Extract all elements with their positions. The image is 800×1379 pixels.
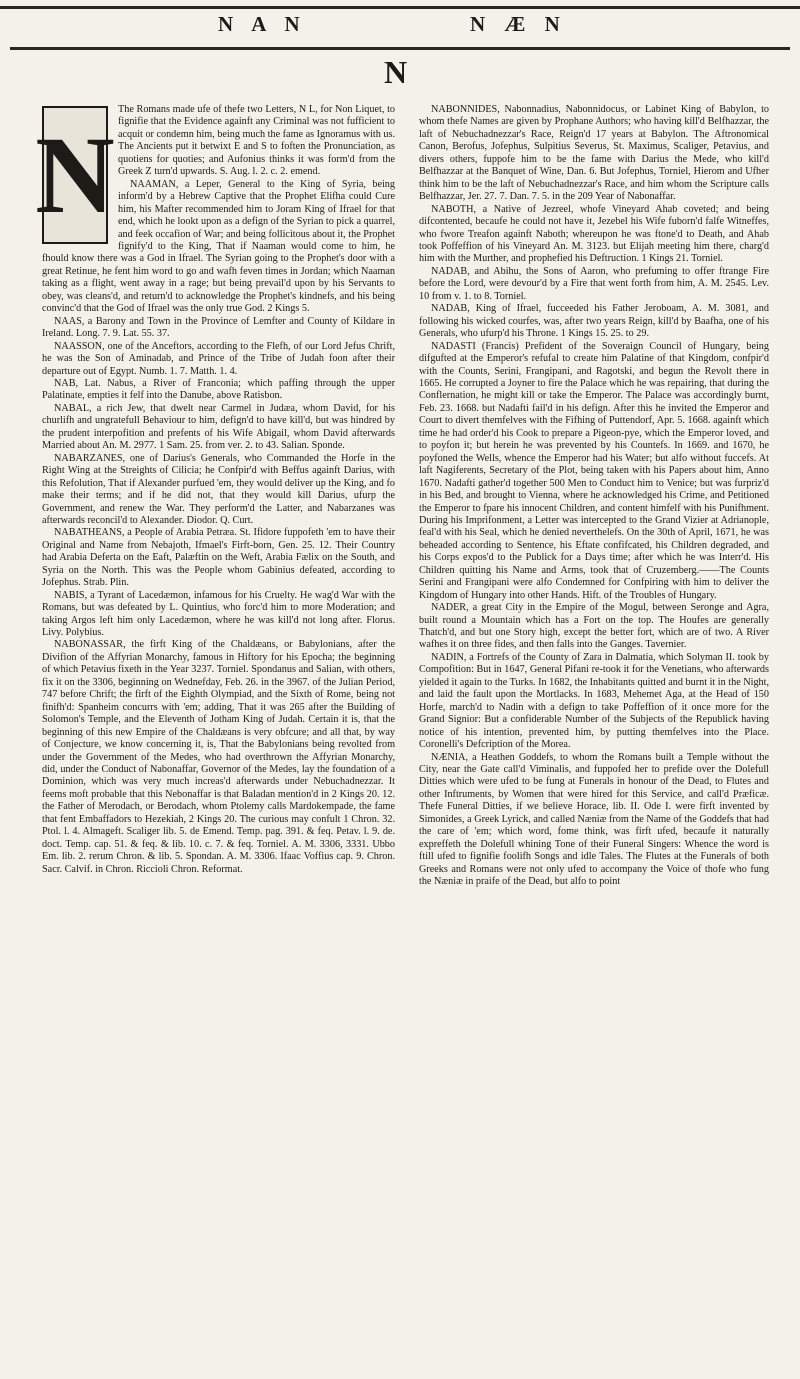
dictionary-entry: NAASSON, one of the Anceftors, according to the Flefh, of our Lord Jefus Chrift, he was the Son of Aminadab, and Prince of the Tribe of Judah foon after their departure out of Egypt. Numb. 1. 7. Matth. 1. 4. — [42, 340, 395, 377]
dictionary-entry: NADIN, a Fortrefs of the County of Zara in Dalmatia, which Solyman II. took by Compofition: But in 1647, General Pifani re-took it for the Venetians, who afterwards yielded it again to the Turks. In 1682, the Inhabitants quitted and burnt it in the Night, and laid the fault upon the Mortlacks. In 1683, Mehemet Aga, at the Head of 150 Horfe, march'd to Nadin with a defign to take Poffeffion of it once more for the Grand Signior: But a confiderable Number of the Subjects of the Republick having notice of his intention, prevented him, by putting themfelves into the Place. Coronelli's Defcription of the Morea. — [419, 651, 770, 751]
right-entries — [419, 104, 769, 889]
dictionary-entry: The Romans made ufe of thefe two Letters, N L, for Non Liquet, to fignifie that the Evidence againft any Criminal was not fufficient to acquit or condemn him, being much the fame as Ignoramus with us. The Ancients put it betwixt E and S to foften the Pronunciation, as quotiens for quoties; and Aufonius thinks it was form'd from the Greek Z turn'd upwards. S. Aug. l. 2. c. 2. emend. — [118, 104, 395, 178]
dictionary-entry: NÆNIA, a Heathen Goddefs, to whom the Romans built a Temple without the City, near the Gate call'd Viminalis, and fuppofed her to prefide over the Dolefull Ditties which were ufed to be fung at Funerals in honour of the Dead, to Flutes and other Inftruments, by Women that were hired for this Service, and call'd Præficæ. Thefe Funeral Ditties, if we believe Horace, lib. II. Ode I. were firft invented by Simonides, a Greek Lyrick, and called Næniæ from the Name of the Goddefs that had the care of 'em; which word, fome think, was firft ufed, becaufe it naturally expreffeth the Dolefull whining Tone of their Funeral Singers: Whence the word is ftill ufed to fignifie foolifh Songs and idle Tales. The Flutes at the Funerals of both Greeks and Romans were not only ufed to accompany the Voice of thofe who fung the Næniæ in praife of the Dead, but alfo to point — [419, 751, 769, 888]
dictionary-entry: NABONNIDES, Nabonnadius, Nabonnidocus, or Labinet King of Babylon, to whom thefe Names are given by Prophane Authors; who having kill'd Belfhazzar, the laft of Nebuchadnezzar's Race, Reign'd 17 years at Babylon. The Aftronomical Canon, Berofus, Jofephus, Sulpitius Severus, St. Maximus, Scaliger, Petavius, and divers others, fuppofe him to be the fame with Darius the Mede, who kill'd Belfhazzar at the Banquet of Wine, Dan. 6. But Jofephus, Torniel, Hierom and Ufher think him to be the laft of Nebuchadnezzar's Race, and him whom the Scripture calls Belfhazzar, Jer. 27. 7. Dan. 7. 5. in the 209 Year of Nabonaffar. — [419, 104, 769, 203]
section-letter: N — [384, 54, 408, 90]
dictionary-entry: NABAL, a rich Jew, that dwelt near Carmel in Judæa, whom David, for his churlifh and ungratefull Behaviour to him, defign'd to have kill'd, but was hindred by the prudent interpofition and prefents of his Wife Abigail, whom David afterwards Married about An. M. 2977. 1 Sam. 25. from ver. 2. to 43. Salian. Sponde. — [42, 402, 395, 452]
dictionary-entry: NADER, a great City in the Empire of the Mogul, between Seronge and Agra, built round a Mountain which has a Fort on the top. The Houfes are generally Thatch'd, and but one Story high, except the better fort, which are of two. A River wafhes it on three fides, and then falls into the Ganges. Tavernier. — [419, 602, 769, 651]
decorated-initial: N — [42, 106, 108, 244]
dictionary-entry: NAAMAN, a Leper, General to the King of Syria, being inform'd by a Hebrew Captive that the Prophet Elifha could Cure him, his Mafter recommended him to Joram King of Ifrael for that end, which he lookt upon as a defign of the Syrian to pick a quarrel, and feek occafion of War; and being follicitous about it, the Prophet fignify'd to the King, That if Naaman would come to him, he fhould know there was a God in Ifrael. The Syrian going to the Prophet's door with a great Retinue, he fent him word to go and wafh feven times in Jordan; which Naaman taking as a flight, went away in a rage; but being prevail'd upon by his Servants to obey, was cleans'd, and return'd to acknowledge the Prophet's kindnefs, and his being convinc'd that the God of Ifrael was the only true God. 2 Kings 5. — [42, 178, 395, 315]
running-head-right: N Æ N — [470, 12, 567, 36]
right-column — [419, 104, 769, 889]
dictionary-entry: NABARZANES, one of Darius's Generals, who Commanded the Horfe in the Right Wing at the Streights of Cilicia; he Confpir'd with Beffus againft Darius, with this Refolution, That if Alexander purfued 'em, they would deliver up the King, and fo make their terms; and if he did not, that they would kill Darius, ufurp the Government, and renew the War. They perform'd the Latter, and Nabarzanes was afterwards reconcil'd to Alexander. Diodor. Q. Curt. — [42, 452, 395, 526]
dictionary-entry: NAB, Lat. Nabus, a River of Franconia; which paffing through the upper Palatinate, empties it felf into the Danube, above Ratisbon. — [42, 377, 395, 402]
top-rule — [0, 6, 800, 9]
dictionary-entry: NABOTH, a Native of Jezreel, whofe Vineyard Ahab coveted; and being difcontented, becaufe he could not have it, Jezebel his Wife fuborn'd falfe Witneffes, who fwore Treafon againft Naboth; whereupon he was ftone'd to Death, and Ahab took Poffeffion of his Vineyard An. M. 3123. but Elijah meeting him there, charg'd him with the Murther, and prophefied his Deftruction. 1 Kings 21. Torniel. — [419, 203, 769, 265]
dictionary-entry: NADASTI (Francis) Prefident of the Soveraign Council of Hungary, being difgufted at the Emperor's refufal to create him Palatine of that Kingdom, confpir'd with the Counts, Serini, Frangipani, and Ragotski, and begun the Revolt there in 1665. He corrupted a Joyner to fire the Palace which he was repairing, that during the Conflernation, he might kill or take the Emperor. The Palace was accordingly burnt, Feb. 23. 1668. but Nadafti fail'd in his defign. After this he invited the Emperor and Court to divert themfelves with the Fifhing of Puttendorf, Apr. 5. 1668. againft which time he had order'd his Cook to prepare a Pigeon-pye, which the Emperor loved, and to poyfon it; but herein he was prevented by his Countefs. In 1669. and 1670, he poyfoned the Wells, whence the Emperor had his Water; but alfo without fuccefs. At laft Nagiferents, Secretary of the Plot, being taken with his Papers about him, Anno 1670. Nadafti gather'd together 500 Men to Conduct him to Venice; but was furpriz'd in his Bed, and brought to Vienna, where he acknowledged his Crime, and Petitioned the Emperor to fpare his innocent Children, and content himfelf with his Punifhment. During his Imprifonment, a Letter was intercepted to the Grand Vizier at Adrianople, feal'd with his Seal, which he denied neverthelefs. On the 30th of April, 1671, he was beheaded according to Sentence, his Eftate confifcated, his Children degraded, and his Corps expos'd to the Publick for a Days time; after which he was Interr'd. His Children quitting his Name and Arms, took that of Cruzemberg.——The Counts Serini and Frangipani were alfo Condemned for Confpiring with him to deliver the Kingdom of Hungary into other Hands. Hift. of the Troubles of Hungary. — [419, 340, 769, 601]
dictionary-entry: NABATHEANS, a People of Arabia Petræa. St. Ifidore fuppofeth 'em to have their Original and Name from Nebajoth, Ifmael's Firft-born, Gen. 25. 12. Their Country had Arabia Deferta on the Eaft, Palæftin on the Weft, Arabia Fælix on the South, and Syria on the North. This was the People whom Gabinius defeated, according to Jofephus. Strab. Plin. — [42, 527, 395, 589]
left-column — [35, 104, 395, 876]
dictionary-entry: NABIS, a Tyrant of Lacedæmon, infamous for his Cruelty. He wag'd War with the Romans, but was defeated by L. Quintius, who forc'd him to more Moderation; and taking Argos left him only Lacedæmon, where he was kill'd not long after. Florus. Livy. Polybius. — [42, 589, 395, 639]
dictionary-entry: NADAB, King of Ifrael, fucceeded his Father Jeroboam, A. M. 3081, and following his wicked courfes, was, after two years Reign, kill'd by Baafha, one of his Generals, who ufurp'd his Throne. 1 Kings 15. 25. to 29. — [419, 303, 769, 340]
dictionary-entry: NADAB, and Abihu, the Sons of Aaron, who prefuming to offer ftrange Fire before the Lord, were devour'd by a Fire that went forth from him, A. M. 2545. Lev. 10 from v. 1. to 8. Torniel. — [419, 265, 769, 302]
dictionary-entry: NAAS, a Barony and Town in the Province of Lemfter and County of Kildare in Ireland. Long. 7. 9. Lat. 55. 37. — [42, 315, 395, 340]
dictionary-entry: NABONASSAR, the firft King of the Chaldæans, or Babylonians, after the Divifion of the Affyrian Monarchy, famous in Hiftory for his Epocha; the beginning of which Petavius fixeth in the Year 3237. Torniel. Spondanus and Salian, with others, fix it on the 3306, beginning on Wednefday, Feb. 26. in the 3967. of the Julian Period, 747 before Chrift; the firft of the Eighth Olympiad, and the Sixth of Rome, being not finifh'd: Spanheim concurrs with 'em; adding, That it was 265 after the Building of Solomon's Temple, and the Eleventh of Jotham King of Judah. Certain it is, that the beginning of this new Empire of the Chaldæans is very obfcure; and all that, by way of Conjecture, we know concerning it, is, That the Babylonians being revolted from under the Government of the Medes, who had overthrown the Affyrian Monarchy, did, under the Conduct of Nabonaffar, Governor of the Medes, lay the foundation of a Dominion, which was very much increas'd afterwards under Nebuchadnezzar. It feems moft probable that this Nebonaffar is that Baladan mention'd in 2 Kings 20. 12. the Father of Merodach, or Berodach, whom Ptolemy calls Mardokempade, the fame that fent Embaffadors to Hezekiah, 2 Kings 20. The curious may confult 1 Chron. 32. Ptol. l. 4. Almageft. Scaliger lib. 5. de Emend. Temp. pag. 391. & feq. Petav. l. 9. de. doct. Temp. cap. 51. & feq. & lib. 10. c. 7. & feq. Torniel. A. M. 3306, 3331. Ubbo Em. lib. 2. rerum Chron. & lib. 5. Spondan. A. M. 3306. Ifaac Voffius cap. 9. Chron. Sacr. Calvif. in Chron. Riccioli Chron. Reformat. — [42, 639, 395, 875]
header-rule — [10, 47, 790, 50]
running-head-left: N A N — [218, 12, 307, 36]
